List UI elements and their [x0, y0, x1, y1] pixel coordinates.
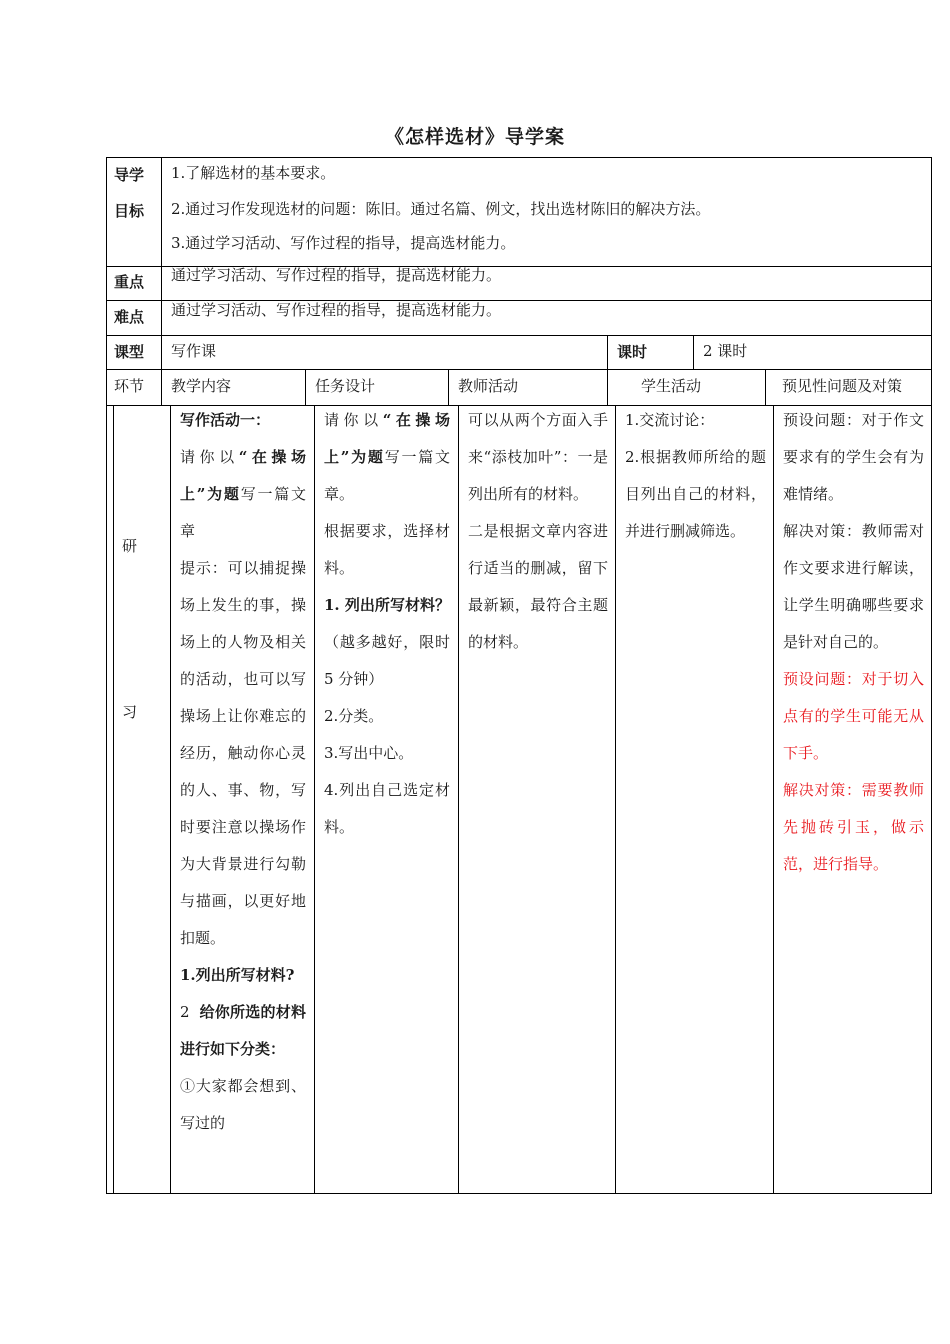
goal-item-1: 1.了解选材的基本要求。	[171, 164, 336, 182]
key-point-label: 重点	[114, 273, 145, 291]
page-title: 《怎样选材》导学案	[384, 126, 565, 148]
teacher-cell	[468, 402, 608, 661]
content-prompt: 请你以“在操场上”为题写一篇文章	[180, 448, 306, 540]
content-item-2: 2 给你所选的材料进行如下分类：	[180, 1003, 306, 1058]
task-cell	[324, 402, 450, 846]
task-line-1: 请你以“在操场上”为题写一篇文章。	[324, 411, 450, 503]
content-cell	[180, 402, 306, 1142]
lesson-type-label: 课型	[114, 343, 145, 361]
task-step-1: 1. 列出所写材料？（越多越好，限时 5 分钟）	[324, 596, 450, 688]
teacher-para-2: 二是根据文章内容进行适当的删减，留下最新颖，最符合主题的材料。	[468, 522, 608, 651]
header-teacher: 教师活动	[458, 377, 519, 395]
lesson-type-value: 写作课	[171, 342, 217, 360]
issue-preset-1: 预设问题：对于作文要求有的学生会有为难情绪。	[783, 411, 924, 503]
task-step-4: 4.列出自己选定材料。	[324, 781, 450, 836]
content-hint: 提示：可以捕捉操场上发生的事，操场上的人物及相关的活动，也可以写操场上让你难忘的经历，触动你心灵的人、事、物，写时要注意以操场作为大背景进行勾勒与描画，以更好地扣题。	[180, 559, 306, 947]
key-point-text: 通过学习活动、写作过程的指导，提高选材能力。	[171, 266, 502, 284]
stage-char-bottom: 习	[122, 703, 138, 721]
task-step-3: 3.写出中心。	[324, 744, 414, 762]
student-item-1: 1.交流讨论：	[625, 411, 715, 429]
goals-label-top: 导学	[114, 166, 145, 184]
goal-item-2: 2.通过习作发现选材的问题：陈旧。通过名篇、例文，找出选材陈旧的解决方法。	[171, 200, 711, 218]
goals-label-bottom: 目标	[114, 202, 145, 220]
goal-item-3: 3.通过学习活动、写作过程的指导，提高选材能力。	[171, 234, 516, 252]
header-stage: 环节	[114, 377, 145, 395]
task-step-2: 2.分类。	[324, 707, 384, 725]
task-line-2: 根据要求，选择材料。	[324, 522, 450, 577]
issue-solution-2: 解决对策：需要教师先抛砖引玉，做示范，进行指导。	[783, 781, 924, 873]
content-item-1: 1.列出所写材料?	[180, 966, 295, 984]
stage-char-top: 研	[122, 537, 138, 555]
lesson-hours-value: 2 课时	[703, 342, 748, 360]
activity-title: 写作活动一：	[180, 411, 271, 429]
lesson-hours-label: 课时	[617, 343, 648, 361]
issue-preset-2: 预设问题：对于切入点有的学生可能无从下手。	[783, 670, 924, 762]
difficulty-label: 难点	[114, 308, 145, 326]
header-content: 教学内容	[171, 377, 232, 395]
header-student: 学生活动	[641, 377, 702, 395]
difficulty-text: 通过学习活动、写作过程的指导，提高选材能力。	[171, 301, 502, 319]
student-item-2: 2.根据教师所给的题目列出自己的材料，并进行删减筛选。	[625, 448, 766, 540]
content-item-3: ①大家都会想到、写过的	[180, 1077, 306, 1132]
issue-solution-1: 解决对策：教师需对作文要求进行解读，让学生明确哪些要求是针对自己的。	[783, 522, 924, 651]
teacher-para-1: 可以从两个方面入手来“添枝加叶”：一是列出所有的材料。	[468, 411, 608, 503]
header-issues: 预见性问题及对策	[782, 377, 903, 395]
header-task: 任务设计	[315, 377, 376, 395]
student-cell	[625, 402, 766, 550]
issues-cell	[783, 402, 924, 883]
